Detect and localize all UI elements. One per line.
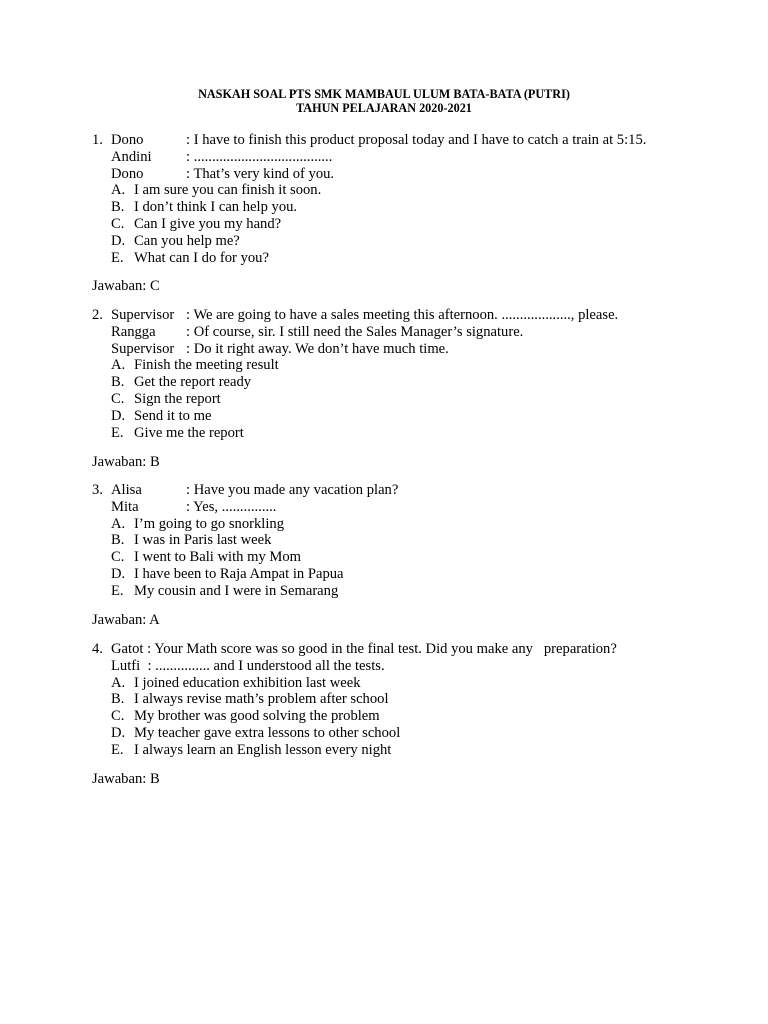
dialog-line xyxy=(92,149,732,166)
option-letter: C. xyxy=(111,215,125,232)
question-number: 1. xyxy=(92,132,103,148)
option-letter: B. xyxy=(111,374,125,391)
dialog-line xyxy=(92,132,732,149)
option-text: I went to Bali with my Mom xyxy=(134,549,302,566)
question-2 xyxy=(92,307,732,441)
utterance: Gatot : Your Math score was so good in the final test. Did you make any preparation? xyxy=(111,641,617,657)
option-text: Sign the report xyxy=(134,390,221,407)
dialog-line xyxy=(92,166,732,183)
speaker: Mita xyxy=(111,498,139,515)
option-letter: D. xyxy=(111,407,126,424)
dialog-line xyxy=(92,641,732,658)
answer-key-3: Jawaban: A xyxy=(92,612,160,628)
speaker: Dono xyxy=(111,132,144,148)
speaker: Dono xyxy=(111,165,144,182)
option-text: My brother was good solving the problem xyxy=(134,708,380,725)
option-letter: A. xyxy=(111,357,126,374)
speaker: Andini xyxy=(111,148,152,165)
answer-key-2: Jawaban: B xyxy=(92,454,160,470)
option-text: I don’t think I can help you. xyxy=(134,199,298,216)
option-text: I always learn an English lesson every night xyxy=(134,741,392,758)
answer-key-1: Jawaban: C xyxy=(92,278,160,294)
speaker: Supervisor xyxy=(111,307,175,323)
option-b xyxy=(92,691,732,708)
option-text: My teacher gave extra lessons to other school xyxy=(134,724,401,741)
option-letter: A. xyxy=(111,674,126,691)
option-e xyxy=(92,583,732,600)
option-letter: B. xyxy=(111,199,125,216)
utterance: : I have to finish this product proposal today and I have to catch a train at 5:15. xyxy=(186,132,647,148)
option-letter: C. xyxy=(111,390,125,407)
utterance: Lutfi : ............... and I understood all the tests. xyxy=(111,657,385,674)
option-text: I’m going to go snorkling xyxy=(134,515,284,532)
option-text: I was in Paris last week xyxy=(134,532,272,549)
option-d xyxy=(92,725,732,742)
option-a xyxy=(92,675,732,692)
speaker: Rangga xyxy=(111,323,156,340)
option-letter: E. xyxy=(111,424,124,441)
option-letter: B. xyxy=(111,532,125,549)
option-d xyxy=(92,408,732,425)
option-c xyxy=(92,216,732,233)
dialog-line xyxy=(92,324,732,341)
question-number: 4. xyxy=(92,641,103,657)
option-a xyxy=(92,516,732,533)
utterance: : ...................................... xyxy=(186,148,333,165)
option-letter: B. xyxy=(111,691,125,708)
option-text: Give me the report xyxy=(134,424,244,441)
question-1 xyxy=(92,132,732,266)
option-a xyxy=(92,182,732,199)
option-text: I joined education exhibition last week xyxy=(134,674,361,691)
option-letter: E. xyxy=(111,249,124,266)
option-d xyxy=(92,233,732,250)
option-letter: A. xyxy=(111,515,126,532)
dialog-line xyxy=(92,658,732,675)
option-b xyxy=(92,532,732,549)
utterance: : Have you made any vacation plan? xyxy=(186,482,399,498)
option-d xyxy=(92,566,732,583)
option-text: Finish the meeting result xyxy=(134,357,279,374)
option-letter: D. xyxy=(111,232,126,249)
option-text: Can you help me? xyxy=(134,232,240,249)
document-title: NASKAH SOAL PTS SMK MAMBAUL ULUM BATA-BATA (PUTRI) xyxy=(198,87,570,101)
utterance: : That’s very kind of you. xyxy=(186,165,335,182)
option-text: I always revise math’s problem after school xyxy=(134,691,389,708)
option-text: I am sure you can finish it soon. xyxy=(134,182,322,199)
option-letter: C. xyxy=(111,549,125,566)
option-b xyxy=(92,199,732,216)
question-number: 2. xyxy=(92,307,103,323)
option-text: My cousin and I were in Semarang xyxy=(134,582,339,599)
speaker: Alisa xyxy=(111,482,142,498)
utterance: : Yes, ............... xyxy=(186,498,277,515)
dialog-line xyxy=(92,307,732,324)
option-a xyxy=(92,357,732,374)
question-number: 3. xyxy=(92,482,103,498)
option-letter: D. xyxy=(111,565,126,582)
option-c xyxy=(92,708,732,725)
option-c xyxy=(92,391,732,408)
dialog-line xyxy=(92,341,732,358)
option-text: Can I give you my hand? xyxy=(134,215,282,232)
utterance: : Of course, sir. I still need the Sales Manager’s signature. xyxy=(186,323,524,340)
option-e xyxy=(92,250,732,267)
document-subtitle: TAHUN PELAJARAN 2020-2021 xyxy=(296,101,472,115)
dialog-line xyxy=(92,482,732,499)
question-4 xyxy=(92,641,732,759)
option-e xyxy=(92,425,732,442)
option-letter: C. xyxy=(111,708,125,725)
option-text: Get the report ready xyxy=(134,374,252,391)
option-text: I have been to Raja Ampat in Papua xyxy=(134,565,344,582)
option-letter: D. xyxy=(111,724,126,741)
utterance: : We are going to have a sales meeting this afternoon. ..................., please. xyxy=(186,307,619,323)
utterance: : Do it right away. We don’t have much time. xyxy=(186,340,449,357)
option-letter: E. xyxy=(111,582,124,599)
option-b xyxy=(92,374,732,391)
dialog-line xyxy=(92,499,732,516)
option-e xyxy=(92,742,732,759)
option-letter: A. xyxy=(111,182,126,199)
speaker: Supervisor xyxy=(111,340,175,357)
question-3 xyxy=(92,482,732,600)
option-text: Send it to me xyxy=(134,407,212,424)
option-c xyxy=(92,549,732,566)
option-text: What can I do for you? xyxy=(134,249,269,266)
answer-key-4: Jawaban: B xyxy=(92,771,160,787)
option-letter: E. xyxy=(111,741,124,758)
